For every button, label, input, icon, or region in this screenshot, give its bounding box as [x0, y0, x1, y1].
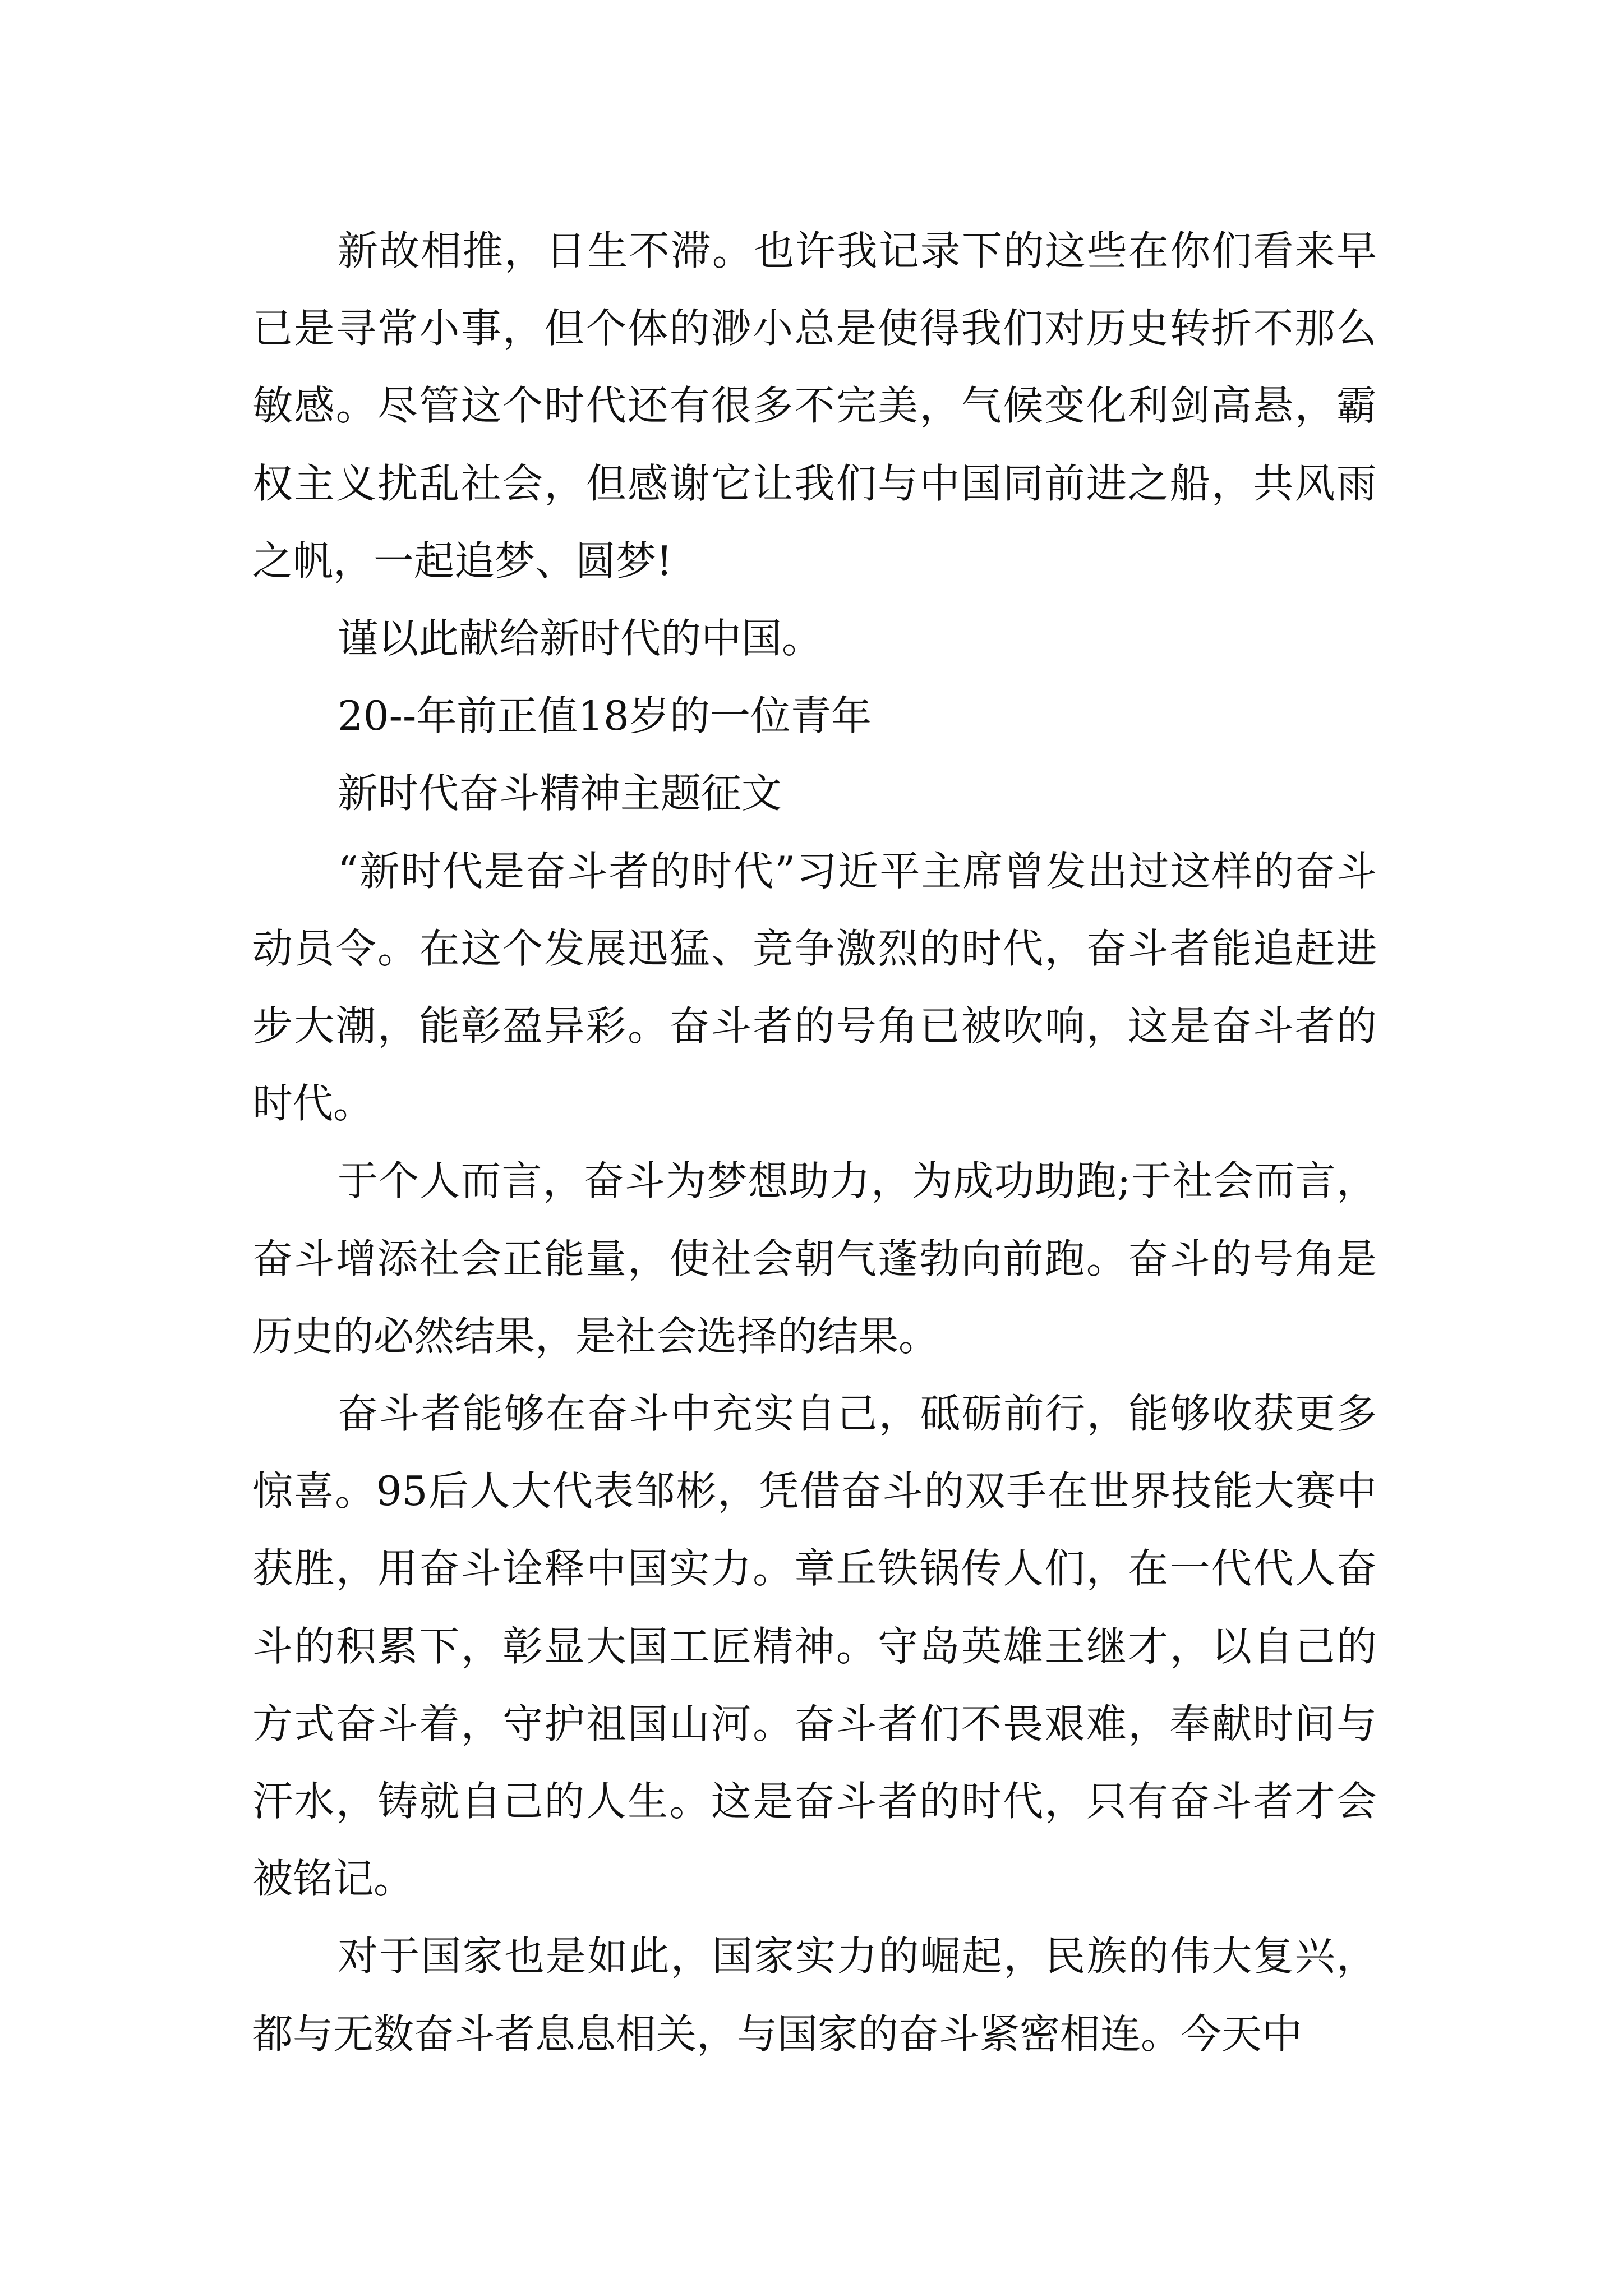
paragraph-closing-reflection: 新故相推，日生不滞。也许我记录下的这些在你们看来早已是寻常小事，但个体的渺小总是使得我们对历史转折不那么敏感。尽管这个时代还有很多不完美，气候变化利剑高悬，霸权主义扰乱社会，但感谢它让我们与中国同前进之船，共风雨之帆，一起追梦、圆梦! — [252, 227, 1377, 585]
paragraph-individual-society: 于个人而言，奋斗为梦想助力，为成功助跑;于社会而言，奋斗增添社会正能量，使社会朝气蓬勃向前跑。奋斗的号角是历史的必然结果，是社会选择的结果。 — [252, 1157, 1377, 1360]
paragraph-nation: 对于国家也是如此，国家实力的崛起，民族的伟大复兴，都与无数奋斗者息息相关，与国家的奋斗紧密相连。今天中 — [252, 1932, 1377, 2058]
paragraph-signature: 20--年前正值18岁的一位青年 — [338, 692, 872, 740]
essay-title: 新时代奋斗精神主题征文 — [338, 770, 782, 817]
paragraph-dedication: 谨以此献给新时代的中国。 — [338, 615, 823, 662]
paragraph-intro: “新时代是奋斗者的时代”习近平主席曾发出过这样的奋斗动员令。在这个发展迅猛、竞争激烈的时代，奋斗者能追赶进步大潮，能彰盈异彩。奋斗者的号角已被吹响，这是奋斗者的时代。 — [252, 847, 1377, 1128]
document-body — [252, 212, 1377, 2073]
paragraph-examples: 奋斗者能够在奋斗中充实自己，砥砺前行，能够收获更多惊喜。95后人大代表邹彬，凭借奋斗的双手在世界技能大赛中获胜，用奋斗诠释中国实力。章丘铁锅传人们，在一代代人奋斗的积累下，彰显大国工匠精神。守岛英雄王继才，以自己的方式奋斗着，守护祖国山河。奋斗者们不畏艰难，奉献时间与汗水，铸就自己的人生。这是奋斗者的时代，只有奋斗者才会被铭记。 — [252, 1390, 1377, 1903]
